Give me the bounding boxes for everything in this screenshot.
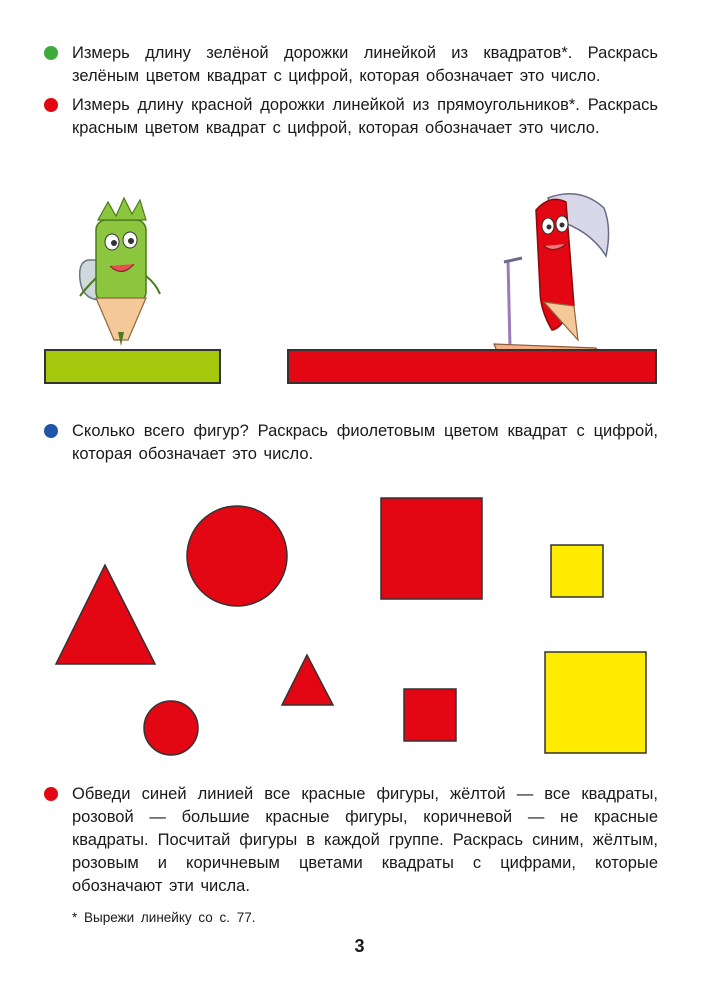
large-red-circle <box>187 506 287 606</box>
task-2 <box>44 94 658 140</box>
task-2-text: Измерь длину красной дорожки линейкой из прямоугольников*. Раскрась красным цветом квадрат с цифрой, которая обозначает это число. <box>72 96 658 137</box>
green-path <box>45 350 220 383</box>
small-red-triangle <box>282 655 333 705</box>
paths-illustration <box>0 180 719 400</box>
footnote: * Вырежи линейку со с. 77. <box>72 910 256 925</box>
shapes-illustration <box>0 490 719 790</box>
small-red-square <box>404 689 456 741</box>
small-yellow-square <box>551 545 603 597</box>
page-number: 3 <box>354 936 365 956</box>
task-3 <box>44 420 658 466</box>
task-3-text: Сколько всего фигур? Раскрась фиолетовым цветом квадрат с цифрой, которая обозначает это число. <box>72 422 658 463</box>
green-pencil-character-icon <box>80 198 160 346</box>
red-path <box>288 350 656 383</box>
large-red-square <box>381 498 482 599</box>
task-4 <box>44 783 658 898</box>
blue-bullet-icon <box>44 424 58 438</box>
large-yellow-square <box>545 652 646 753</box>
task-4-text: Обведи синей линией все красные фигуры, жёлтой — все квадраты, розовой — большие красные фигуры, коричневой — не красные квадраты. Посчитай фигуры в каждой группе. Раскрась синим, жёлтым, розовым и коричневым цветами квадраты с цифрами, которые обозначают эти числа. <box>72 785 658 895</box>
large-red-triangle <box>56 565 155 664</box>
red-bullet-icon <box>44 98 58 112</box>
red-pencil-character-icon <box>494 194 609 363</box>
task-1-text: Измерь длину зелёной дорожки линейкой из квадратов*. Раскрась зелёным цветом квадрат с цифрой, которая обозначает это число. <box>72 44 658 85</box>
small-red-circle <box>144 701 198 755</box>
task-1 <box>44 42 658 88</box>
red-bullet-icon <box>44 787 58 801</box>
green-bullet-icon <box>44 46 58 60</box>
